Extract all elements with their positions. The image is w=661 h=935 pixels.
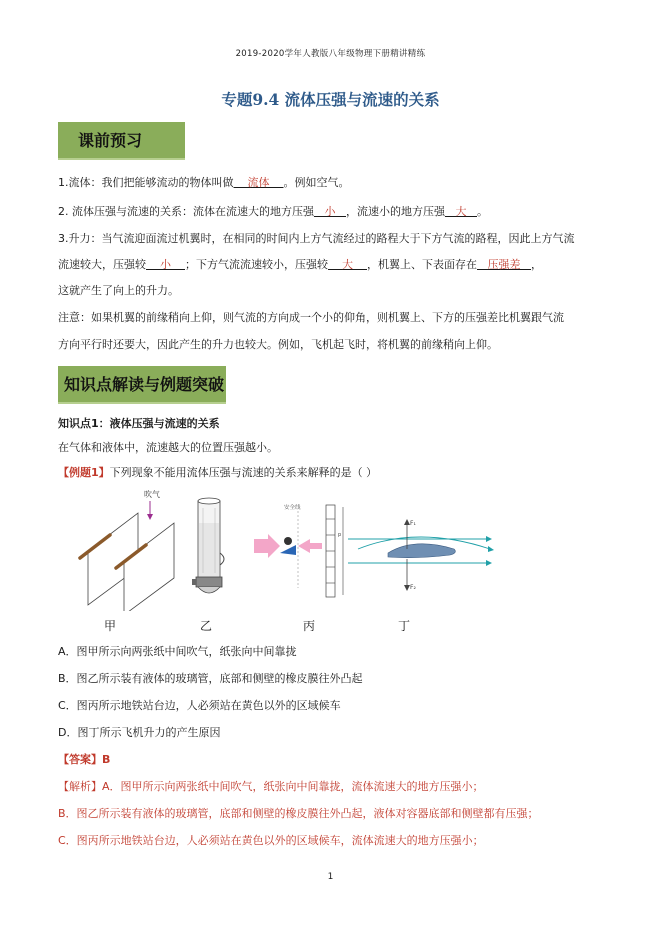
example-text: 下列现象不能用流体压强与流速的关系来解释的是（ ） [109,466,378,479]
paragraph-lift-1: 3.升力：当气流迎面流过机翼时，在相同的时间内上方气流经过的路程大于下方气流的路程，因此上方气流 [58,232,575,245]
text: 1.流体：我们把能够流动的物体叫做 [58,176,234,189]
paragraph-lift-2 [58,256,542,272]
blank-underline [234,176,284,189]
page-header: 2019-2020学年人教版八年级物理下册精讲精练 [235,49,426,59]
option-a: A．图甲所示向两张纸中间吹气，纸张向中间靠拢 [58,645,297,658]
blank-underline [146,258,185,271]
example-tag: 【例题1】 [58,466,110,479]
page-number: 1 [327,872,334,882]
section-banner-knowledge: 知识点解读与例题突破 [58,366,226,404]
figure-paper-sheets [80,489,174,611]
blank-underline [314,205,346,218]
option-b: B．图乙所示装有液体的玻璃管，底部和侧壁的橡皮膜往外凸起 [58,672,363,685]
safety-line-label: 安全线 [284,505,301,511]
paragraph-fluid [58,174,350,190]
pressure-label: p [338,532,342,538]
answer-blank: 压强差 [487,258,521,271]
page-title: 专题9.4 流体压强与流速的关系 [221,90,440,109]
text: ；下方气流流速较小，压强较 [185,258,328,271]
answer-blank: 流体 [247,176,270,189]
note-line-2: 方向平行时还要大，因此产生的升力也较大。例如，飞机起飞时，将机翼的前缘稍向上仰。 [58,338,498,351]
text: 。例如空气。 [283,176,350,189]
knowledge-point-text: 在气体和液体中，流速越大的位置压强越小。 [58,441,278,454]
paragraph-relation [58,203,488,219]
text: 2. 流体压强与流速的关系：流体在流速大的地方压强 [58,205,314,218]
figure-glass-tube [192,498,224,593]
figure-label-c: 丙 [303,619,316,633]
force-f2-label: F₂ [410,584,416,591]
text: ， [531,258,542,271]
force-f1-label: F₁ [410,520,416,527]
figure-label-d: 丁 [398,619,411,633]
figure-subway-platform [254,503,343,597]
text: 流速较大，压强较 [58,258,146,271]
answer-blank: 大 [455,205,467,218]
answer-blank: 小 [160,258,171,271]
knowledge-point-title: 知识点1：液体压强与流速的关系 [58,417,220,430]
answer-blank: 小 [324,205,336,218]
paragraph-lift-3: 这就产生了向上的升力。 [58,284,179,297]
analysis-line-2: B．图乙所示装有液体的玻璃管，底部和侧壁的橡皮膜往外凸起，液体对容器底部和侧壁都有压强； [58,807,539,820]
blank-underline [477,258,531,271]
blank-underline [445,205,477,218]
figure-airfoil [348,519,494,591]
figure-strip [58,483,603,611]
blank-underline [328,258,367,271]
analysis-line-1: 【解析】A．图甲所示向两张纸中间吹气，纸张向中间靠拢，流体流速大的地方压强小； [58,780,484,793]
note-line-1: 注意：如果机翼的前缘稍向上仰，则气流的方向成一个小的仰角，则机翼上、下方的压强差比机翼跟气流 [58,311,564,324]
figure-label-b: 乙 [200,619,213,633]
text: ，机翼上、下表面存在 [367,258,477,271]
option-c: C．图丙所示地铁站台边，人必须站在黄色以外的区域候车 [58,699,341,712]
analysis-line-3: C．图丙所示地铁站台边，人必须站在黄色以外的区域候车，流体流速大的地方压强小； [58,834,484,847]
answer: 【答案】B [58,753,111,766]
answer-blank: 大 [342,258,353,271]
figure-label-a: 甲 [104,619,117,633]
example-question [58,464,377,480]
text: 。 [477,205,488,218]
text: ，流速小的地方压强 [346,205,445,218]
section-banner-preview: 课前预习 [58,122,185,160]
blow-label: 吹气 [144,490,160,499]
option-d: D．图丁所示飞机升力的产生原因 [58,726,221,739]
